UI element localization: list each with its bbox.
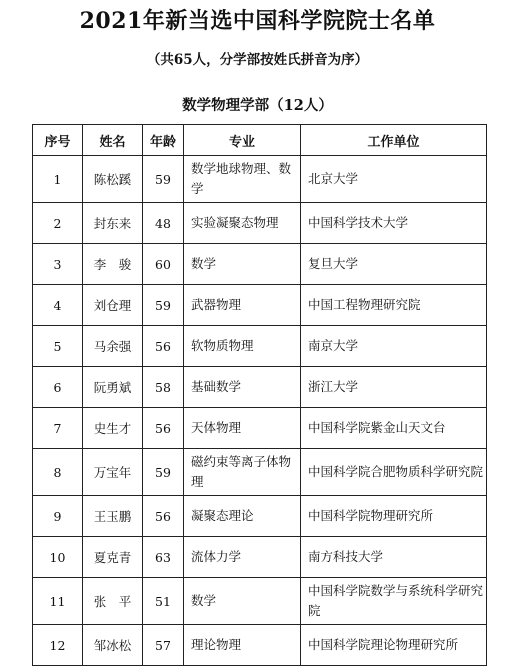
- cell-name: 阮勇斌: [83, 367, 143, 408]
- cell-name: 王玉鹏: [83, 496, 143, 537]
- cell-no: 11: [33, 578, 83, 625]
- cell-unit: 中国科学院物理研究所: [301, 496, 487, 537]
- cell-age: 58: [143, 367, 184, 408]
- table-row: [33, 578, 487, 625]
- cell-no: 7: [33, 408, 83, 449]
- cell-major: 数学: [184, 578, 301, 625]
- cell-name: 刘仓理: [83, 285, 143, 326]
- cell-no: 12: [33, 625, 83, 666]
- cell-unit: 南方科技大学: [301, 537, 487, 578]
- header-major: 专业: [184, 125, 301, 156]
- table-row: [33, 537, 487, 578]
- cell-major: 武器物理: [184, 285, 301, 326]
- cell-no: 2: [33, 203, 83, 244]
- cell-major: 流体力学: [184, 537, 301, 578]
- table-row: [33, 285, 487, 326]
- cell-age: 59: [143, 449, 184, 496]
- cell-major: 凝聚态理论: [184, 496, 301, 537]
- cell-age: 60: [143, 244, 184, 285]
- cell-name: 张 平: [83, 578, 143, 625]
- cell-unit: 复旦大学: [301, 244, 487, 285]
- table-header-row: [33, 125, 487, 156]
- table-row: [33, 326, 487, 367]
- cell-no: 9: [33, 496, 83, 537]
- cell-name: 史生才: [83, 408, 143, 449]
- cell-no: 6: [33, 367, 83, 408]
- cell-no: 3: [33, 244, 83, 285]
- page-title: 2021年新当选中国科学院院士名单: [79, 8, 436, 34]
- cell-major: 软物质物理: [184, 326, 301, 367]
- cell-no: 4: [33, 285, 83, 326]
- header-name: 姓名: [83, 125, 143, 156]
- header-unit: 工作单位: [301, 125, 487, 156]
- cell-name: 邹冰松: [83, 625, 143, 666]
- cell-age: 56: [143, 326, 184, 367]
- table-row: [33, 203, 487, 244]
- cell-name: 马余强: [83, 326, 143, 367]
- cell-age: 57: [143, 625, 184, 666]
- cell-unit: 北京大学: [301, 156, 487, 203]
- table-row: [33, 449, 487, 496]
- cell-major: 数学地球物理、数学: [184, 156, 301, 203]
- table-row: [33, 625, 487, 666]
- cell-unit: 浙江大学: [301, 367, 487, 408]
- cell-major: 磁约束等离子体物理: [184, 449, 301, 496]
- header-age: 年龄: [143, 125, 184, 156]
- cell-unit: 中国科学院数学与系统科学研究院: [301, 578, 487, 625]
- cell-name: 夏克青: [83, 537, 143, 578]
- cell-name: 李 骏: [83, 244, 143, 285]
- table-row: [33, 408, 487, 449]
- section-heading: 数学物理学部（12人）: [182, 97, 333, 114]
- table-row: [33, 156, 487, 203]
- cell-name: 陈松蹊: [83, 156, 143, 203]
- cell-unit: 中国工程物理研究院: [301, 285, 487, 326]
- cell-age: 51: [143, 578, 184, 625]
- cell-no: 1: [33, 156, 83, 203]
- cell-no: 5: [33, 326, 83, 367]
- cell-age: 56: [143, 496, 184, 537]
- cell-no: 8: [33, 449, 83, 496]
- page-subtitle: （共65人，分学部按姓氏拼音为序）: [146, 52, 369, 68]
- cell-unit: 中国科学院合肥物质科学研究院: [301, 449, 487, 496]
- cell-age: 59: [143, 285, 184, 326]
- cell-age: 63: [143, 537, 184, 578]
- cell-major: 理论物理: [184, 625, 301, 666]
- academician-table: [32, 124, 487, 666]
- table-row: [33, 496, 487, 537]
- cell-name: 封东来: [83, 203, 143, 244]
- cell-major: 基础数学: [184, 367, 301, 408]
- table-row: [33, 244, 487, 285]
- cell-unit: 南京大学: [301, 326, 487, 367]
- cell-name: 万宝年: [83, 449, 143, 496]
- cell-major: 数学: [184, 244, 301, 285]
- cell-major: 实验凝聚态物理: [184, 203, 301, 244]
- cell-age: 59: [143, 156, 184, 203]
- cell-unit: 中国科学院理论物理研究所: [301, 625, 487, 666]
- cell-no: 10: [33, 537, 83, 578]
- cell-unit: 中国科学院紫金山天文台: [301, 408, 487, 449]
- cell-major: 天体物理: [184, 408, 301, 449]
- cell-unit: 中国科学技术大学: [301, 203, 487, 244]
- header-no: 序号: [33, 125, 83, 156]
- cell-age: 56: [143, 408, 184, 449]
- table-row: [33, 367, 487, 408]
- cell-age: 48: [143, 203, 184, 244]
